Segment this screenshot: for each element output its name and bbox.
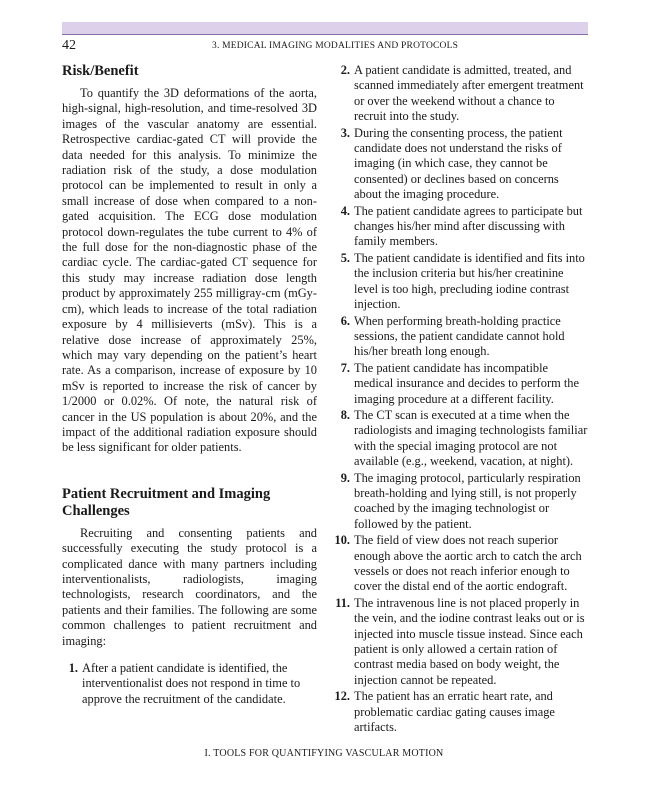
list-item <box>334 533 588 595</box>
list-item-number: 10. <box>334 533 350 548</box>
list-item-number: 8. <box>340 407 350 422</box>
list-item-text: The CT scan is executed at a time when the radiologists and imaging technologists familiar with the special imaging protocol are not available (e.g., weekend, vacation, at night). <box>354 407 588 469</box>
challenges-list-right <box>334 63 588 735</box>
list-item-number: 9. <box>340 470 350 485</box>
list-item-number: 4. <box>340 203 350 218</box>
list-item <box>334 471 588 533</box>
list-item-text: A patient candidate is admitted, treated, and scanned immediately after emergent treatment or over the weekend without a chance to recruit into the study. <box>354 63 584 124</box>
section-title-risk-benefit: Risk/Benefit <box>62 63 139 79</box>
challenges-list-left <box>62 661 317 707</box>
list-item-text: The imaging protocol, particularly respiration breath-holding and lying still, is not properly coached by the imaging technologist or followed by the patient. <box>354 470 581 531</box>
list-item-number: 11. <box>335 595 350 610</box>
list-item-number: 2. <box>340 63 350 77</box>
list-item-number: 12. <box>334 689 350 704</box>
list-item-number: 7. <box>340 360 350 375</box>
list-item <box>334 314 588 360</box>
list-item-text: When performing breath-holding practice sessions, the patient candidate cannot hold his/her breath long enough. <box>354 313 565 359</box>
list-item <box>334 408 588 470</box>
running-head: 3. MEDICAL IMAGING MODALITIES AND PROTOCOLS <box>212 41 459 51</box>
list-item <box>334 251 588 313</box>
list-item-text: During the consenting process, the patient candidate does not understand the risks of imaging (in which case, they cannot be consented) or declines based on concerns about the imaging procedure. <box>354 125 563 202</box>
list-item <box>334 204 588 250</box>
recruitment-paragraph: Recruiting and consenting patients and successfully executing the study protocol is a complicated dance with many partners including interventionalists, radiologists, imaging technologists, research coordinators, and the patients and their families. The following are some common challenges to patient recruitment and imaging: <box>62 525 317 648</box>
left-column <box>62 63 317 708</box>
list-item-number: 3. <box>340 125 350 140</box>
right-column <box>334 63 588 736</box>
risk-benefit-paragraph: To quantify the 3D deformations of the aorta, high-signal, high-resolution, and time-resolved 3D images of the vascular anatomy are essential. Retrospective cardiac-gated CT will provide the data needed for this analysis. To minimize the radiation risk of the study, a dose modulation protocol can be implemented to result in only a small increase of dose when compared to a non-gated acquisition. The ECG dose modulation protocol down-regulates the tube current to 4% of the full dose for the non-diagnostic phase of the cardiac cycle. The cardiac-gated CT sequence for this study may increase radiation dose length product by approximately 255 milligray-cm (mGy-cm), which leads to increase of the total radiation exposure by 4 millisieverts (mSv). This is a relative dose increase of approximately 25%, which may vary depending on the patient’s heart rate. As a comparison, increase of exposure by 10 mSv is reported to increase the risk of cancer by 1/2000 or 0.02%. Of note, the natural risk of cancer in the US population is about 20%, and the impact of the additional radiation exposure should be less significant for older patients. <box>62 86 317 455</box>
list-item-number: 5. <box>340 250 350 265</box>
header-band <box>62 22 588 34</box>
header-rule <box>62 34 588 35</box>
list-item-text: The patient candidate agrees to participate but changes his/her mind after discussing with family members. <box>354 203 583 249</box>
list-item <box>334 126 588 203</box>
list-item <box>334 63 588 125</box>
list-item <box>334 689 588 735</box>
list-item-number: 1. <box>68 661 78 675</box>
page-number: 42 <box>62 38 76 53</box>
list-item <box>334 361 588 407</box>
list-item-text: The intravenous line is not placed properly in the vein, and the iodine contrast leaks out or is injected into muscle tissue instead. Since each patient is only allowed a certain ration of contrast media based on body weight, the injection cannot be repeated. <box>354 595 585 687</box>
list-item-number: 6. <box>340 313 350 328</box>
list-item-text: After a patient candidate is identified, the interventionalist does not respond in time to approve the recruitment of the candidate. <box>82 661 301 706</box>
list-item-text: The patient candidate is identified and fits into the inclusion criteria but his/her creatinine level is too high, precluding iodine contrast injection. <box>354 250 585 312</box>
list-item-text: The patient has an erratic heart rate, and problematic cardiac gating causes image artifacts. <box>354 689 555 735</box>
running-footer: I. TOOLS FOR QUANTIFYING VASCULAR MOTION <box>204 748 444 759</box>
list-item-text: The patient candidate has incompatible medical insurance and decides to perform the imaging procedure at a different facility. <box>354 360 580 406</box>
list-item <box>62 661 317 707</box>
section-title-recruitment: Patient Recruitment and Imaging Challenges <box>62 485 271 519</box>
list-item <box>334 596 588 688</box>
list-item-text: The field of view does not reach superior enough above the aortic arch to catch the arch vessels or does not reach inferior enough to cover the distal end of the aortic endograft. <box>354 533 582 594</box>
